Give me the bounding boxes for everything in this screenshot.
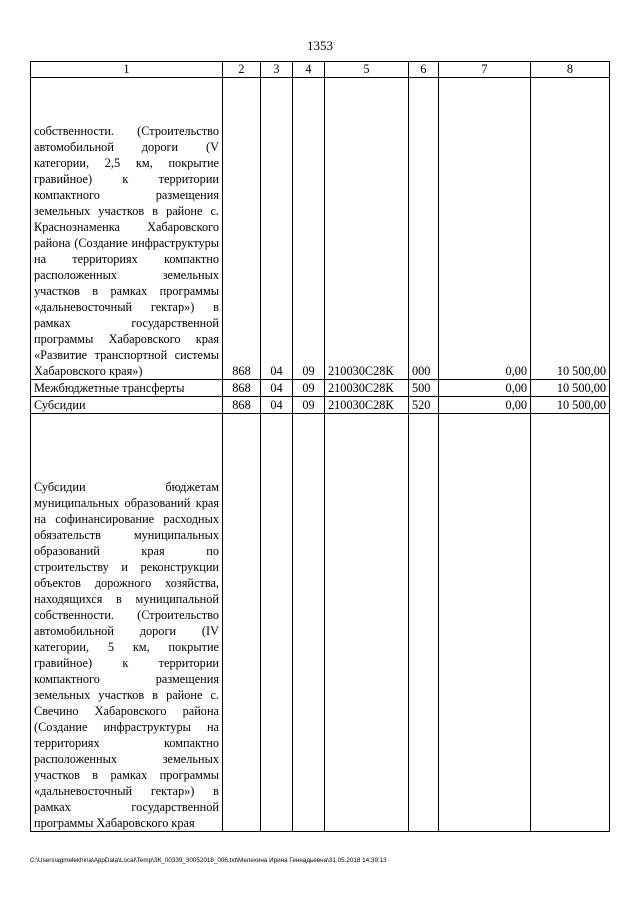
header-col-1: 1	[31, 62, 223, 78]
row-description	[31, 78, 223, 380]
row-description-text: собственности. (Строительство автомобильной дороги (V категории, 2,5 км, покрытие гравийное) к территории компактного размещения земельных участков в районе с. Краснознаменка Хабаровского района (Создание инфраструктуры на территориях компактно расположенных земельных участков в рамках программы «дальневосточный гектар») в рамках государственной программы Хабаровского края «Развитие транспортной системы Хабаровского края»)	[34, 124, 219, 378]
cell-ministry	[223, 414, 261, 832]
cell-section	[261, 414, 293, 832]
header-col-5: 5	[325, 62, 409, 78]
cell-target-article: 210030С28К	[325, 397, 409, 414]
cell-amount-7: 0,00	[439, 380, 531, 397]
cell-target-article	[325, 414, 409, 832]
header-col-3: 3	[261, 62, 293, 78]
cell-target-article: 210030С28К	[325, 78, 409, 380]
file-path-footer: C:\Users\agmelekhina\AppData\Local\Temp\ЗК_00339_30052018_006.txt\Мелехина Ирина Геннадьевна\31.05.2018 14:39:13	[30, 857, 387, 864]
header-col-6: 6	[409, 62, 439, 78]
row-description	[31, 414, 223, 832]
cell-amount-7: 0,00	[439, 397, 531, 414]
header-col-2: 2	[223, 62, 261, 78]
cell-subsection	[293, 414, 325, 832]
header-col-4: 4	[293, 62, 325, 78]
header-col-8: 8	[531, 62, 610, 78]
cell-section: 04	[261, 380, 293, 397]
cell-amount-8: 10 500,00	[531, 380, 610, 397]
cell-amount-8: 10 500,00	[531, 397, 610, 414]
table-row	[31, 414, 610, 832]
header-col-7: 7	[439, 62, 531, 78]
cell-target-article: 210030С28К	[325, 380, 409, 397]
cell-ministry: 868	[223, 397, 261, 414]
row-description: Межбюджетные трансферты	[31, 380, 223, 397]
row-description: Субсидии	[31, 397, 223, 414]
cell-expense-type: 520	[409, 397, 439, 414]
cell-section: 04	[261, 397, 293, 414]
cell-subsection: 09	[293, 380, 325, 397]
row-description-text: Субсидии бюджетам муниципальных образований края на софинансирование расходных обязательств муниципальных образований края по строительству и реконструкции объектов дорожного хозяйства, находящихся в муниципальной собственности. (Строительство автомобильной дороги (IV категории, 5 км, покрытие гравийное) к территории компактного размещения земельных участков в районе с. Свечино Хабаровского района (Создание инфраструктуры на территориях компактно расположенных земельных участков в рамках программы «дальневосточный гектар») в рамках государственной программы Хабаровского края	[34, 480, 219, 830]
table-row	[31, 380, 610, 397]
budget-table	[30, 61, 610, 832]
cell-subsection: 09	[293, 397, 325, 414]
cell-subsection: 09	[293, 78, 325, 380]
cell-amount-8	[531, 414, 610, 832]
cell-ministry: 868	[223, 78, 261, 380]
cell-expense-type	[409, 414, 439, 832]
table-row	[31, 78, 610, 380]
cell-amount-8: 10 500,00	[531, 78, 610, 380]
cell-expense-type: 000	[409, 78, 439, 380]
cell-section: 04	[261, 78, 293, 380]
page-number: 1353	[307, 38, 333, 53]
header-row	[31, 62, 610, 78]
cell-amount-7	[439, 414, 531, 832]
table-row	[31, 397, 610, 414]
cell-ministry: 868	[223, 380, 261, 397]
cell-expense-type: 500	[409, 380, 439, 397]
cell-amount-7: 0,00	[439, 78, 531, 380]
